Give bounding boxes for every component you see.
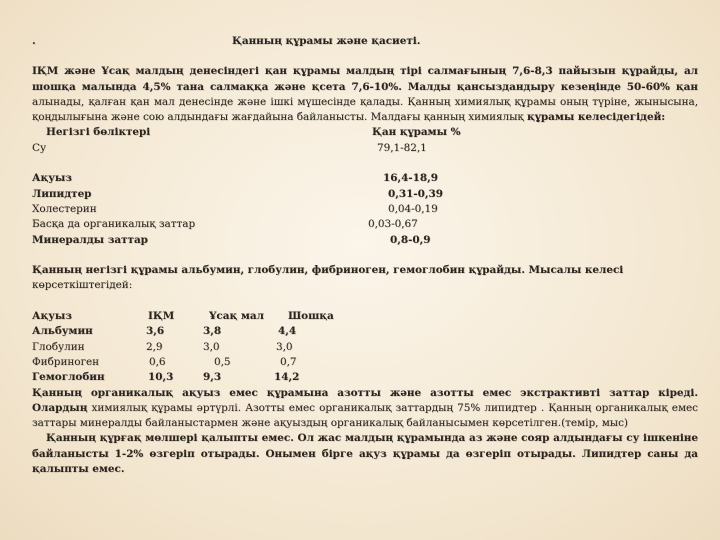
- table2-row-name: Фибриноген: [32, 355, 100, 368]
- table1-row-lipids: [32, 187, 698, 202]
- table2-row-fibrinogen: [32, 355, 698, 370]
- table1-row-name: Липидтер: [32, 187, 92, 200]
- intro-bold-tail: құрамы келесідегідей:: [527, 111, 666, 124]
- document-page: [32, 34, 698, 477]
- table1-row-value: 79,1-82,1: [377, 141, 427, 154]
- table2-header: [32, 309, 698, 324]
- table1-row-value: 0,03-0,67: [368, 218, 418, 231]
- table1-row-name: Су: [32, 141, 47, 154]
- table2-row-v3: 3,0: [276, 340, 293, 353]
- table2-row-hemoglobin: [32, 370, 698, 385]
- title-bullet: .: [32, 35, 36, 47]
- table2-row-albumin: [32, 324, 698, 339]
- intro-paragraph: [32, 64, 698, 125]
- table2-row-v3: 14,2: [274, 371, 300, 384]
- table2-row-v2: 3,0: [203, 340, 220, 353]
- table1-row-value: 0,04-0,19: [388, 202, 438, 215]
- table2-row-v3: 0,7: [280, 355, 297, 368]
- table2-row-v1: 0,6: [149, 355, 166, 368]
- table1-row-value: 16,4-18,9: [383, 172, 438, 185]
- table1-row-water: [32, 141, 698, 156]
- para2-tail: көрсеткіштегідей:: [32, 279, 133, 292]
- table1-header: [32, 125, 698, 140]
- table2-row-name: Глобулин: [32, 340, 85, 353]
- para4-text: Қанның құрғақ мөлшері қалыпты емес. Ол жас малдың құрамында аз және сояр алдындағы су ішкеніне байланысты 1-2% өзгеріп отырады. Онымен бірге ақуз құрамы да өзгеріп отырады. Липидтер саны да қалыпты емес.: [32, 432, 698, 476]
- table1-row-value: 0,8-0,9: [390, 233, 431, 246]
- para2: [32, 263, 698, 278]
- table1-header-col2: Қан құрамы %: [372, 126, 461, 139]
- table2-row-v2: 9,3: [203, 371, 222, 384]
- table1-row-protein: [32, 171, 698, 186]
- table1-header-col1: Негізгі бөліктері: [46, 126, 151, 139]
- para4: [32, 431, 698, 477]
- table2-row-v1: 3,6: [146, 325, 165, 338]
- table1-row-name: Ақуыз: [32, 172, 72, 185]
- table2-header-c2: ІҚМ: [148, 310, 175, 323]
- table2-row-v1: 2,9: [146, 340, 163, 353]
- table2-row-globulin: [32, 340, 698, 355]
- para3-bold-text: Қанның органикалық ақуыз емес құрамына азотты және азотты емес экстрактивті заттар кіреді. Олардың: [32, 386, 698, 414]
- para2-text: Қанның негізгі құрамы альбумин, глобулин, фибриноген, гемоглобин құрайды. Мысалы келесі: [32, 264, 624, 277]
- table2-row-v2: 3,8: [203, 325, 222, 338]
- table2-row-v2: 0,5: [214, 355, 231, 368]
- table2-header-c4: Шошқа: [288, 310, 334, 323]
- table1-row-name: Минералды заттар: [32, 233, 148, 246]
- para3-normal-text: химиялық құрамы әртүрлі. Азотты емес органикалық заттардың 75% липидтер . Қанның органикалық емес заттары минералды байланыстармен және ақуыздың органикалық байланысымен көрсетілген.(темір, мыс): [32, 401, 698, 430]
- intro-bold-text: ІҚМ және Ұсақ малдың денесіндегі қан құрамы малдың тірі салмағының 7,6-8,3 пайызын құрайды, ал шошқа малында 4,5% тана салмаққа және қсета 7,6-10%. Малды қансыздандыру кезеңінде 50-60% қан: [32, 65, 698, 93]
- table1-row-value: 0,31-0,39: [388, 187, 443, 200]
- table1-row-name: Басқа да органикалық заттар: [32, 218, 196, 231]
- table2-row-v3: 4,4: [278, 325, 297, 338]
- table1-row-name: Холестерин: [32, 202, 97, 215]
- table2-header-c3: Ұсақ мал: [209, 310, 264, 323]
- title-row: [32, 34, 698, 49]
- para2-tail-row: [32, 278, 698, 293]
- page-title: Қанның құрамы және қасиеті.: [232, 35, 421, 47]
- table2-row-name: Гемоглобин: [32, 371, 105, 384]
- table2-row-name: Альбумин: [32, 325, 93, 338]
- table1-row-other-organic: [32, 217, 698, 232]
- table2-row-v1: 10,3: [148, 371, 174, 384]
- table1-row-cholesterol: [32, 202, 698, 217]
- para3: [32, 386, 698, 432]
- table1-row-minerals: [32, 233, 698, 248]
- table2-header-c1: Ақуыз: [32, 310, 72, 323]
- intro-normal-text: алынады, қалған қан мал денесінде және ішкі мүшесінде қалады. Қанның химиялық құрамы оның түріне, жынысына, қоңдылығына және сою алдындағы жағдайына байланысты. Малдағы қанның химиялық: [32, 95, 698, 124]
